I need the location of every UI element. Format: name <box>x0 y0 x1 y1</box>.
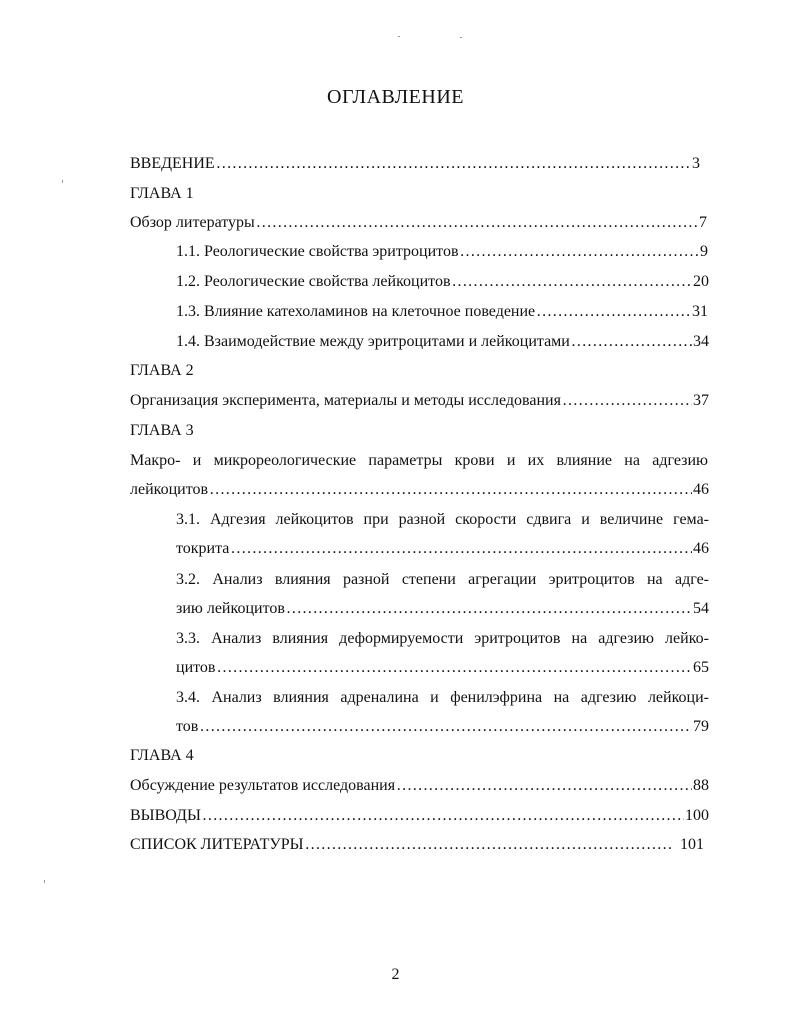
toc-page-number: 7 <box>699 214 707 231</box>
toc-entry-section-3-3-line1[interactable]: 3.3. Анализ влияния деформируемости эритроцитов на адгезию лейко- <box>176 630 709 647</box>
toc-entry-text: зию лейкоцитов <box>176 600 285 617</box>
scan-speck-1 <box>398 36 400 37</box>
toc-entry-text: тов <box>176 718 199 735</box>
toc-page-number: 46 <box>693 540 709 557</box>
toc-page-number: 88 <box>693 777 709 794</box>
scan-speck-3 <box>62 180 63 183</box>
toc-entry-text: СПИСОК ЛИТЕРАТУРЫ <box>130 836 304 853</box>
dot-leader <box>286 599 692 619</box>
dot-leader <box>571 332 692 352</box>
toc-entry-organization[interactable] <box>130 391 709 411</box>
toc-page-number: 54 <box>693 600 709 617</box>
toc-page-number: 3 <box>692 155 700 172</box>
toc-entry-conclusions[interactable] <box>130 806 709 826</box>
toc-entry-text: ВЫВОДЫ <box>130 807 201 824</box>
toc-page-number: 79 <box>693 718 709 735</box>
toc-page-number: 34 <box>693 333 709 350</box>
toc-entry-section-1-1[interactable] <box>176 242 708 262</box>
toc-entry-intro[interactable] <box>130 154 700 174</box>
toc-entry-text: лейкоцитов <box>130 481 209 498</box>
page-title: ОГЛАВЛЕНИЕ <box>327 86 464 108</box>
toc-entry-section-1-3[interactable] <box>176 302 708 322</box>
toc-page-number: 65 <box>693 659 709 676</box>
dot-leader <box>216 154 691 174</box>
dot-leader <box>199 717 692 737</box>
toc-page-number: 101 <box>680 836 704 853</box>
toc-entry-text: 1.3. Влияние катехоламинов на клеточное поведение <box>176 303 536 320</box>
dot-leader <box>452 272 693 292</box>
scan-speck-2 <box>460 37 462 38</box>
dot-leader <box>305 835 672 855</box>
dot-leader <box>209 480 692 500</box>
toc-entry-text: цитов <box>176 659 216 676</box>
page-number: 2 <box>391 966 400 983</box>
chapter-heading-2: ГЛАВА 2 <box>130 362 194 379</box>
toc-page-number: 37 <box>693 392 709 409</box>
toc-entry-text: Обсуждение результатов исследования <box>130 777 396 794</box>
chapter-heading-4: ГЛАВА 4 <box>130 747 194 764</box>
scan-speck-4 <box>44 880 45 883</box>
toc-entry-text: Обзор литературы <box>130 214 255 231</box>
toc-entry-references[interactable] <box>130 835 704 855</box>
toc-entry-section-3-1-line1[interactable]: 3.1. Адгезия лейкоцитов при разной скорости сдвига и величине гема- <box>176 511 709 528</box>
dot-leader <box>460 242 700 262</box>
dot-leader <box>202 806 684 826</box>
toc-page-number: 46 <box>693 481 709 498</box>
toc-entry-review[interactable] <box>130 213 707 233</box>
toc-page-number: 100 <box>685 807 709 824</box>
toc-entry-section-1-2[interactable] <box>176 272 709 292</box>
dot-leader <box>562 391 692 411</box>
toc-entry-section-3-2-line1[interactable]: 3.2. Анализ влияния разной степени агрегации эритроцитов на адге- <box>176 571 709 588</box>
toc-entry-text: 1.4. Взаимодействие между эритроцитами и лейкоцитами <box>176 333 570 350</box>
toc-page-number: 9 <box>700 243 708 260</box>
toc-entry-section-3-4-line2[interactable] <box>176 717 709 737</box>
toc-entry-section-3-2-line2[interactable] <box>176 599 709 619</box>
toc-entry-discussion[interactable] <box>130 776 709 796</box>
dot-leader <box>230 539 692 559</box>
toc-page-number: 31 <box>692 303 708 320</box>
dot-leader <box>256 213 698 233</box>
toc-page-number: 20 <box>693 273 709 290</box>
toc-entry-text: ВВЕДЕНИЕ <box>130 155 215 172</box>
toc-entry-text: 1.2. Реологические свойства лейкоцитов <box>176 273 451 290</box>
toc-entry-text: 1.1. Реологические свойства эритроцитов <box>176 243 459 260</box>
toc-entry-section-3-1-line2[interactable] <box>176 539 709 559</box>
dot-leader <box>216 658 692 678</box>
toc-entry-section-1-4[interactable] <box>176 332 709 352</box>
toc-entry-text: Организация эксперимента, материалы и методы исследования <box>130 392 561 409</box>
toc-entry-macro-line2[interactable] <box>130 480 709 500</box>
chapter-heading-3: ГЛАВА 3 <box>130 422 194 439</box>
toc-entry-macro-line1[interactable]: Макро- и микрореологические параметры крови и их влияние на адгезию <box>130 452 708 469</box>
toc-entry-section-3-4-line1[interactable]: 3.4. Анализ влияния адреналина и фенилэфрина на адгезию лейкоци- <box>176 689 709 706</box>
toc-entry-section-3-3-line2[interactable] <box>176 658 709 678</box>
dot-leader <box>396 776 692 796</box>
dot-leader <box>536 302 691 322</box>
toc-entry-text: токрита <box>176 540 230 557</box>
chapter-heading-1: ГЛАВА 1 <box>130 185 194 202</box>
